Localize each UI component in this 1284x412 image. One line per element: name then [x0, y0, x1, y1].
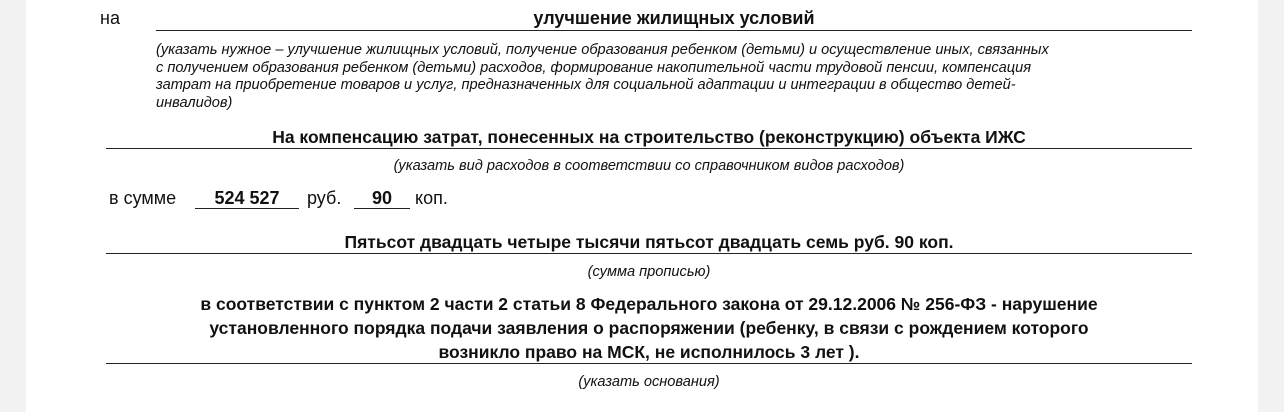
amount-prefix: в сумме: [109, 188, 177, 208]
purpose-hint-line: (указать нужное – улучшение жилищных условий, получение образования ребенком (детьми) и осуществление иных, связанных: [156, 42, 1049, 58]
amount-kopecks-label: коп.: [415, 188, 448, 208]
grounds-line: установленного порядка подачи заявления о распоряжении (ребенку, в связи с рождением которого: [209, 318, 1089, 338]
purpose-value: улучшение жилищных условий: [533, 8, 815, 28]
purpose-hint-line: инвалидов): [156, 94, 233, 111]
amount-rubles-value: 524 527: [214, 188, 280, 208]
amount-in-words-underline: [106, 253, 1192, 254]
amount-kopecks-underline: [354, 208, 410, 209]
expense-type-value: На компенсацию затрат, понесенных на строительство (реконструкцию) объекта ИЖС: [272, 127, 1026, 147]
purpose-prefix: на: [100, 8, 120, 28]
amount-kopecks-value: 90: [371, 188, 393, 208]
expense-type-underline: [106, 148, 1192, 149]
grounds-hint: (указать основания): [578, 374, 720, 390]
purpose-hint-line: с получением образования ребенком (детьми) расходов, формирование накопительной части трудовой пенсии, компенсация: [156, 59, 1032, 76]
amount-in-words-hint: (сумма прописью): [587, 264, 711, 280]
document-page: [26, 0, 1258, 412]
grounds-value: [106, 292, 1192, 364]
grounds-line: в соответствии с пунктом 2 части 2 статьи 8 Федерального закона от 29.12.2006 № 256-ФЗ - нарушение: [200, 294, 1098, 314]
expense-type-hint: (указать вид расходов в соответствии со справочником видов расходов): [393, 158, 905, 174]
grounds-line: возникло право на МСК, не исполнилось 3 лет ).: [438, 342, 860, 362]
amount-rubles-label: руб.: [307, 188, 342, 208]
amount-rubles-underline: [195, 208, 299, 209]
purpose-underline: [156, 30, 1192, 31]
grounds-underline: [106, 363, 1192, 364]
purpose-hint: [156, 42, 1216, 112]
purpose-hint-line: затрат на приобретение товаров и услуг, предназначенных для социальной адаптации и интеграции в общество детей-: [156, 77, 1016, 93]
amount-in-words-value: Пятьсот двадцать четыре тысячи пятьсот двадцать семь руб. 90 коп.: [344, 232, 954, 252]
